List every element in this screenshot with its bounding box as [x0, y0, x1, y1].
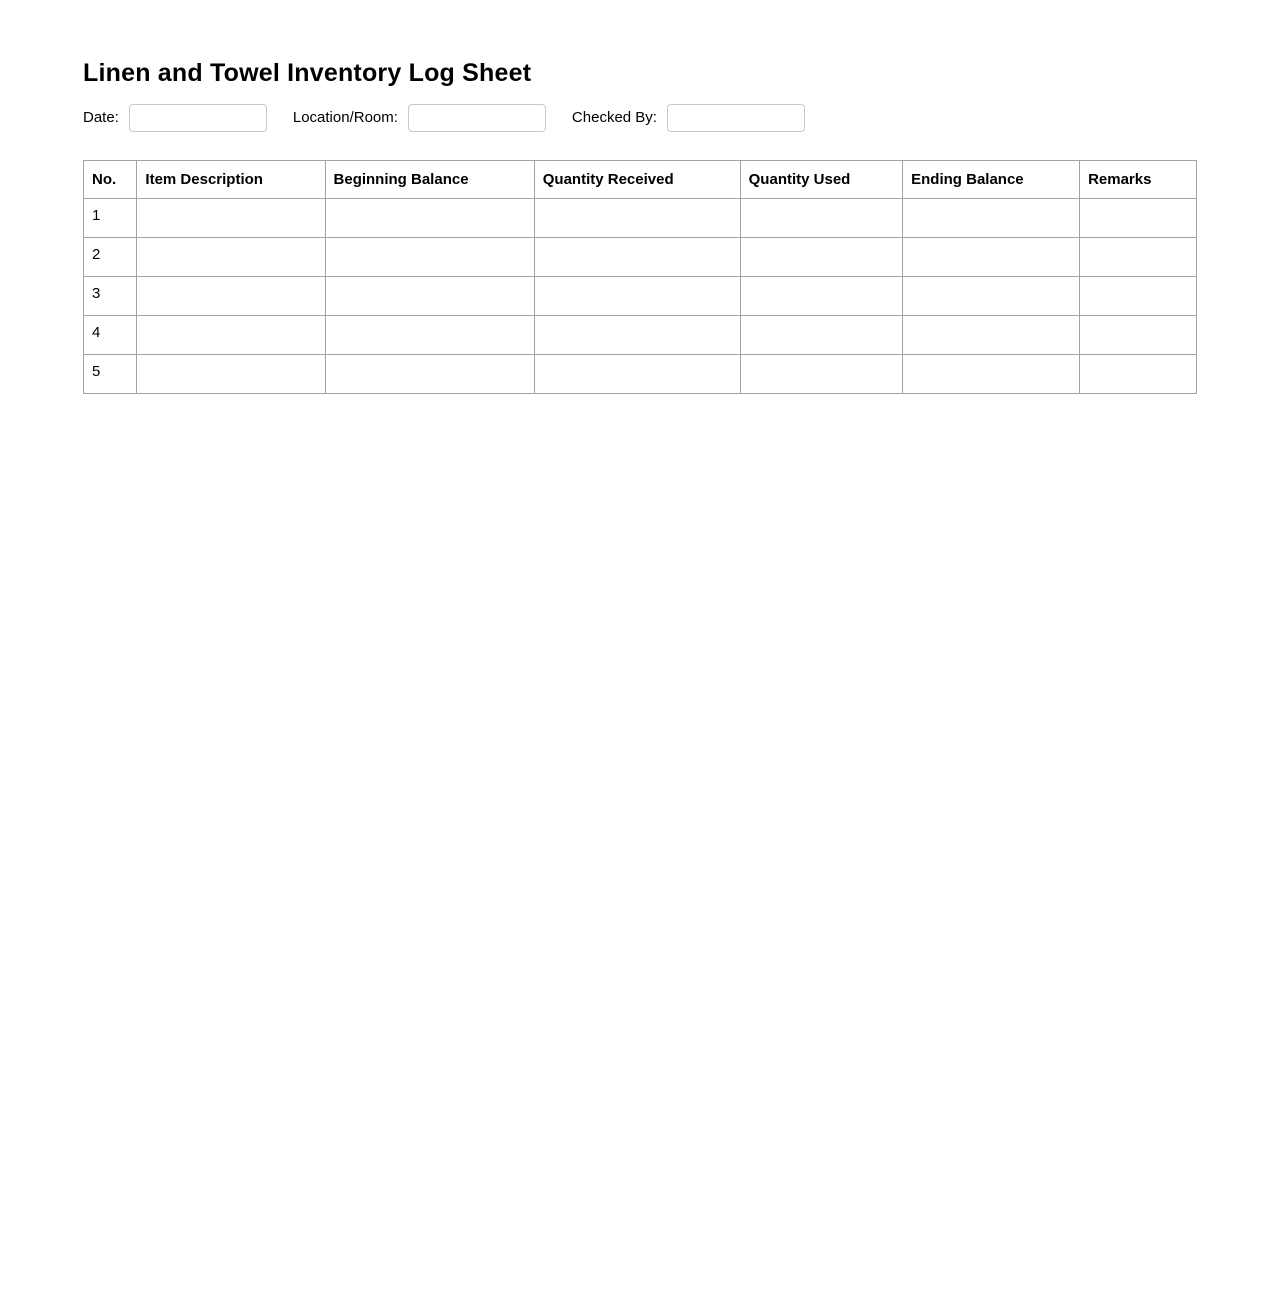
remarks-cell[interactable] — [1080, 237, 1197, 276]
column-header-quantity-received: Quantity Received — [534, 160, 740, 198]
quantity-used-cell[interactable] — [740, 315, 902, 354]
inventory-table — [83, 160, 1197, 394]
checked-by-label: Checked By: — [571, 109, 657, 126]
date-input[interactable] — [129, 104, 267, 132]
item-description-cell[interactable] — [137, 198, 325, 237]
beginning-balance-cell[interactable] — [325, 354, 534, 393]
remarks-cell[interactable] — [1080, 354, 1197, 393]
location-room-input[interactable] — [408, 104, 546, 132]
row-number-cell: 1 — [84, 198, 137, 237]
column-header-quantity-used: Quantity Used — [740, 160, 902, 198]
location-room-field-group — [293, 104, 546, 132]
location-room-label: Location/Room: — [292, 109, 398, 126]
ending-balance-cell[interactable] — [903, 354, 1080, 393]
item-description-cell[interactable] — [137, 315, 325, 354]
quantity-received-cell[interactable] — [534, 237, 740, 276]
column-header-beginning-balance: Beginning Balance — [325, 160, 534, 198]
quantity-used-cell[interactable] — [740, 237, 902, 276]
item-description-cell[interactable] — [137, 237, 325, 276]
date-field-group — [83, 104, 267, 132]
table-row — [84, 354, 1197, 393]
quantity-received-cell[interactable] — [534, 276, 740, 315]
column-header-ending-balance: Ending Balance — [903, 160, 1080, 198]
header-form-row — [83, 104, 1196, 132]
ending-balance-cell[interactable] — [903, 198, 1080, 237]
column-header-no: No. — [84, 160, 137, 198]
ending-balance-cell[interactable] — [903, 237, 1080, 276]
remarks-cell[interactable] — [1080, 198, 1197, 237]
table-row — [84, 237, 1197, 276]
remarks-cell[interactable] — [1080, 276, 1197, 315]
ending-balance-cell[interactable] — [903, 315, 1080, 354]
date-label: Date: — [83, 109, 119, 126]
row-number-cell: 2 — [84, 237, 137, 276]
remarks-cell[interactable] — [1080, 315, 1197, 354]
checked-by-field-group — [572, 104, 805, 132]
page-title: Linen and Towel Inventory Log Sheet — [83, 59, 532, 87]
ending-balance-cell[interactable] — [903, 276, 1080, 315]
row-number-cell: 5 — [84, 354, 137, 393]
quantity-used-cell[interactable] — [740, 354, 902, 393]
table-row — [84, 276, 1197, 315]
item-description-cell[interactable] — [137, 354, 325, 393]
quantity-received-cell[interactable] — [534, 198, 740, 237]
item-description-cell[interactable] — [137, 276, 325, 315]
beginning-balance-cell[interactable] — [325, 276, 534, 315]
quantity-used-cell[interactable] — [740, 276, 902, 315]
table-row — [84, 198, 1197, 237]
beginning-balance-cell[interactable] — [325, 237, 534, 276]
quantity-received-cell[interactable] — [534, 354, 740, 393]
table-row — [84, 315, 1197, 354]
quantity-received-cell[interactable] — [534, 315, 740, 354]
quantity-used-cell[interactable] — [740, 198, 902, 237]
beginning-balance-cell[interactable] — [325, 198, 534, 237]
column-header-remarks: Remarks — [1080, 160, 1197, 198]
beginning-balance-cell[interactable] — [325, 315, 534, 354]
table-header-row — [84, 160, 1197, 198]
row-number-cell: 3 — [84, 276, 137, 315]
inventory-log-page — [0, 0, 1278, 394]
row-number-cell: 4 — [84, 315, 137, 354]
checked-by-input[interactable] — [667, 104, 805, 132]
column-header-item-description: Item Description — [137, 160, 325, 198]
